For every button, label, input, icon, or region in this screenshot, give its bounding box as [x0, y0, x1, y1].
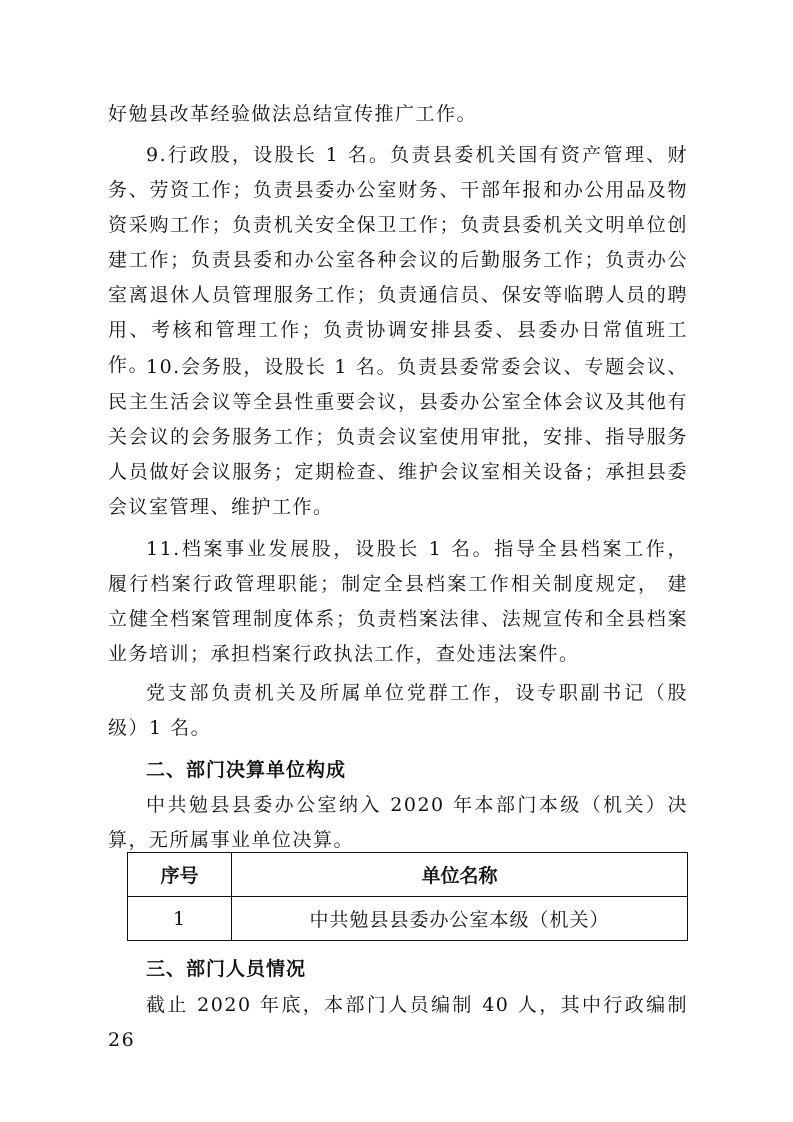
- section-heading-unit-composition: 二、部门决算单位构成: [146, 759, 347, 781]
- unit-table: [127, 852, 688, 941]
- paragraph-meeting-section: 10.会务股，设股长 1 名。负责县委常委会议、专题会议、民主生活会议等全县性重要会议，县委办公室全体会议及其他有关会议的会务服务工作；负责会议室使用审批，安排、指导服务人员做好会议服务；定期检查、维护会议室相关设备；承担县委会议室管理、维护工作。: [108, 356, 688, 518]
- table-cell-unit-name: 中共勉县县委办公室本级（机关）: [232, 897, 688, 941]
- paragraph-continuation: 好勉县改革经验做法总结宣传推广工作。: [108, 103, 478, 125]
- table-cell-no: 1: [128, 897, 232, 941]
- table-header-no: 序号: [128, 853, 232, 897]
- paragraph-admin-section: 9.行政股，设股长 1 名。负责县委机关国有资产管理、财务、劳资工作；负责县委办公室财务、干部年报和办公用品及物资采购工作；负责机关安全保卫工作；负责县委机关文明单位创建工作；负责县委和办公室各种会议的后勤服务工作；负责办公室离退休人员管理服务工作；负责通信员、保安等临聘人员的聘用、考核和管理工作；负责协调安排县委、县委办日常值班工作。: [108, 144, 688, 376]
- table-header-unit-name: 单位名称: [232, 853, 688, 897]
- paragraph-unit-composition: 中共勉县县委办公室纳入 2020 年本部门本级（机关）决算，无所属事业单位决算。: [108, 794, 688, 851]
- section-heading-personnel: 三、部门人员情况: [146, 958, 307, 980]
- paragraph-archive-section: 11.档案事业发展股，设股长 1 名。指导全县档案工作， 履行档案行政管理职能；制定全县档案工作相关制度规定， 建立健全档案管理制度体系；负责档案法律、法规宣传和全县档案业务培训；承担档案行政执法工作，查处违法案件。: [108, 538, 688, 665]
- paragraph-party-branch: 党支部负责机关及所属单位党群工作，设专职副书记（股级）1 名。: [108, 682, 688, 739]
- table-row: [128, 897, 688, 941]
- paragraph-personnel: 截止 2020 年底，本部门人员编制 40 人，其中行政编制 26: [108, 994, 688, 1051]
- table-header-row: [128, 853, 688, 897]
